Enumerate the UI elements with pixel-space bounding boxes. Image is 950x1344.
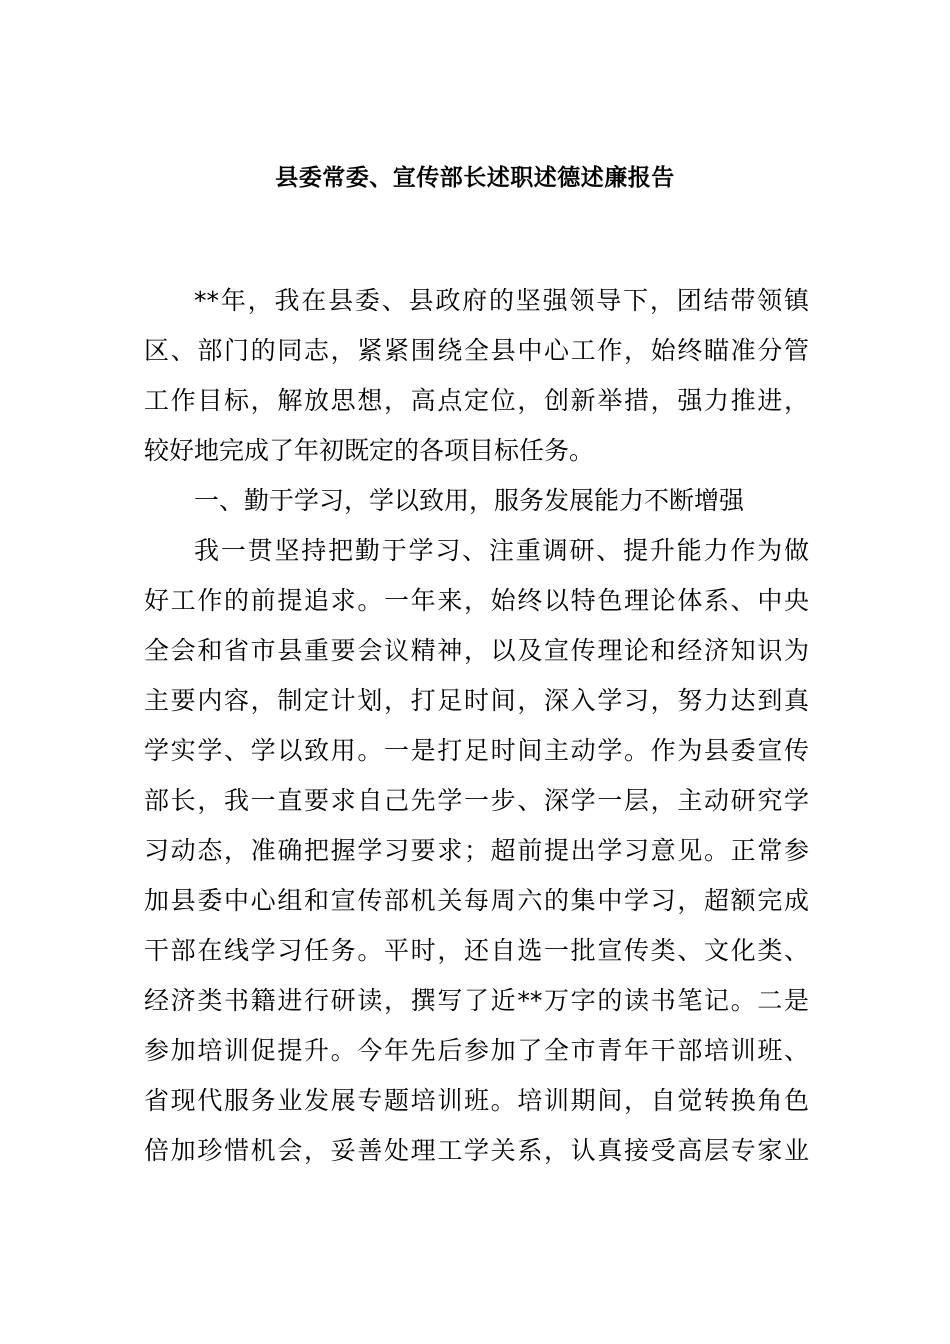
paragraph-line: 较好地完成了年初既定的各项目标任务。 xyxy=(144,436,595,465)
paragraph-line: 省现代服务业发展专题培训班。培训期间，自觉转换角色 xyxy=(144,1086,809,1115)
paragraph-line: 我一贯坚持把勤于学习、注重调研、提升能力作为做 xyxy=(194,536,809,565)
paragraph-line: 全会和省市县重要会议精神，以及宣传理论和经济知识为 xyxy=(144,636,809,665)
section-heading: 一、勤于学习，学以致用，服务发展能力不断增强 xyxy=(194,486,745,515)
paragraph-line: **年，我在县委、县政府的坚强领导下，团结带领镇 xyxy=(194,286,809,315)
paragraph-line: 区、部门的同志，紧紧围绕全县中心工作，始终瞄准分管 xyxy=(144,336,809,365)
paragraph-line: 参加培训促提升。今年先后参加了全市青年干部培训班、 xyxy=(144,1036,809,1065)
paragraph-line: 工作目标，解放思想，高点定位，创新举措，强力推进， xyxy=(144,386,809,415)
paragraph-line: 干部在线学习任务。平时，还自选一批宣传类、文化类、 xyxy=(144,936,809,965)
paragraph-line: 主要内容，制定计划，打足时间，深入学习，努力达到真 xyxy=(144,686,809,715)
paragraph-line: 习动态，准确把握学习要求；超前提出学习意见。正常参 xyxy=(144,836,809,865)
paragraph-line: 加县委中心组和宣传部机关每周六的集中学习，超额完成 xyxy=(144,886,809,915)
paragraph-line: 好工作的前提追求。一年来，始终以特色理论体系、中央 xyxy=(144,586,809,615)
paragraph-line: 学实学、学以致用。一是打足时间主动学。作为县委宣传 xyxy=(144,736,809,765)
paragraph-line: 部长，我一直要求自己先学一步、深学一层，主动研究学 xyxy=(144,786,809,815)
paragraph-line: 倍加珍惜机会，妥善处理工学关系，认真接受高层专家业 xyxy=(144,1136,809,1165)
document-title: 县委常委、宣传部长述职述德述廉报告 xyxy=(275,165,675,191)
paragraph-line: 经济类书籍进行研读，撰写了近**万字的读书笔记。二是 xyxy=(144,986,809,1015)
